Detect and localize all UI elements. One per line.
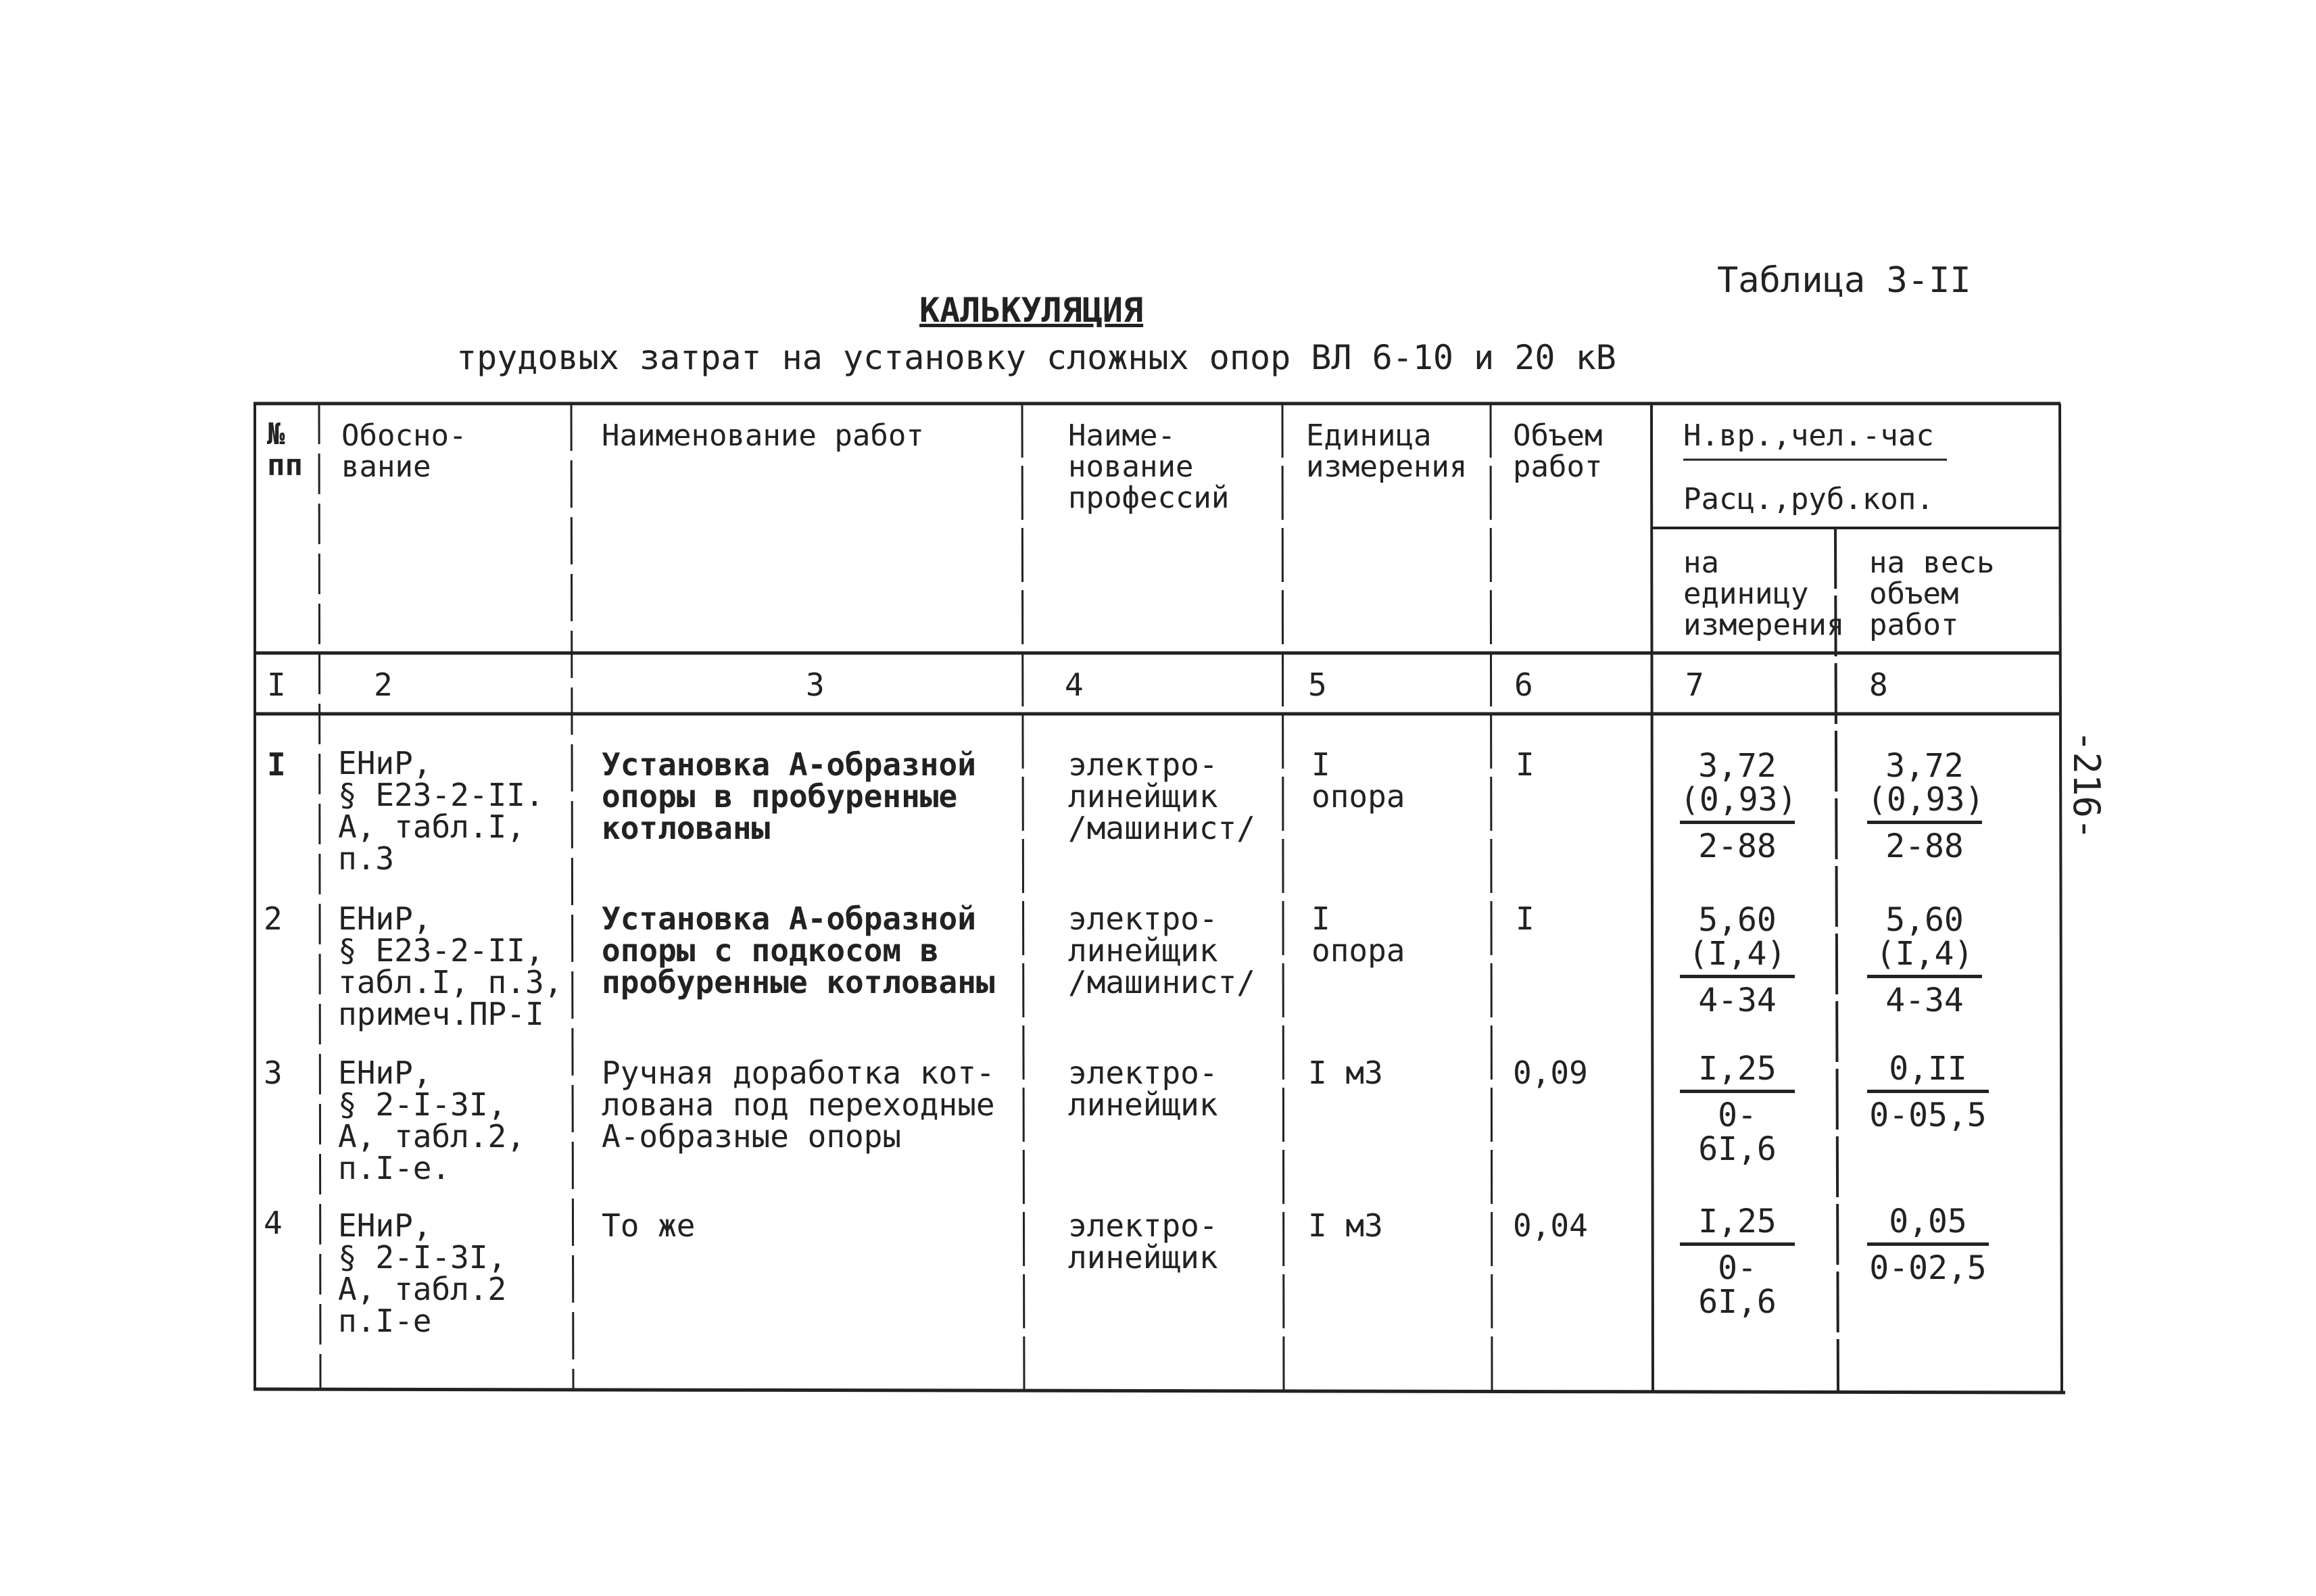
row2-total-fraction-bar bbox=[1867, 975, 1982, 978]
row2-total-norm bbox=[1867, 903, 1982, 1017]
row4-unit-norm-value: I,25 bbox=[1698, 1203, 1777, 1240]
col-sep-2 bbox=[571, 404, 573, 1389]
row3-unit-norm-value: I,25 bbox=[1698, 1050, 1777, 1088]
row1-basis-line3: А, табл.I, bbox=[338, 808, 525, 845]
row4-work-line1: То же bbox=[602, 1207, 696, 1244]
row2-work-line1: Установка А-образной bbox=[602, 900, 976, 937]
col-sep-3 bbox=[1022, 404, 1024, 1391]
header-sub8-line2: объем bbox=[1869, 577, 1959, 611]
row2-num: 2 bbox=[264, 900, 283, 937]
header-sub8-line1: на весь bbox=[1869, 546, 1995, 580]
row1-unit-fraction-bar bbox=[1680, 821, 1795, 824]
row4-basis-line2: § 2-I-3I, bbox=[338, 1239, 507, 1276]
table-right-border bbox=[2060, 404, 2062, 1393]
row2-unit-norm-value: 5,60 bbox=[1698, 901, 1777, 939]
document-subtitle: трудовых затрат на установку сложных опор ВЛ 6-10 и 20 кВ bbox=[456, 338, 1616, 377]
row4-profession-line1: электро- bbox=[1068, 1207, 1218, 1244]
row4-profession-line2: линейщик bbox=[1068, 1239, 1218, 1276]
col-sep-1 bbox=[319, 404, 320, 1389]
header-sub8-line3: работ bbox=[1869, 608, 1959, 642]
row1-total-norm-sub: (0,93) bbox=[1867, 781, 1985, 819]
row4-unit-line1: I м3 bbox=[1308, 1207, 1383, 1244]
row2-volume: I bbox=[1516, 900, 1535, 937]
row3-total-rate: 0-05,5 bbox=[1869, 1096, 1987, 1134]
row4-volume: 0,04 bbox=[1513, 1207, 1588, 1244]
row3-unit bbox=[1308, 1057, 1383, 1089]
table-bottom-border bbox=[254, 1389, 2065, 1393]
row2-total-rate: 4-34 bbox=[1885, 982, 1964, 1019]
row2-basis-line1: ЕНиР, bbox=[338, 900, 432, 937]
row2-profession-line1: электро- bbox=[1068, 900, 1218, 937]
header-col5 bbox=[1306, 420, 1467, 483]
row1-basis bbox=[338, 745, 544, 877]
row1-basis-line4: п.3 bbox=[338, 840, 395, 877]
row2-profession bbox=[1068, 900, 1255, 1000]
row4-basis bbox=[338, 1207, 507, 1339]
header-norm-bottom: Расц.,руб.коп. bbox=[1683, 482, 1934, 516]
row2-profession-line2: линейщик bbox=[1068, 932, 1218, 969]
row3-unit-line1: I м3 bbox=[1308, 1055, 1383, 1091]
header-col2-line1: Обосно- bbox=[341, 418, 467, 453]
row4-unit-norm bbox=[1680, 1205, 1795, 1319]
header-col2-line2: вание bbox=[341, 450, 431, 484]
header-col4-line1: Наиме- bbox=[1068, 418, 1176, 453]
header-norm-top: Н.вр.,чел.-час bbox=[1683, 418, 1934, 453]
colnum-8: 8 bbox=[1869, 667, 1888, 703]
header-col3-line1: Наименование работ bbox=[602, 418, 924, 453]
row2-basis-line3: табл.I, п.3, bbox=[338, 964, 563, 1000]
header-col4-line3: профессий bbox=[1068, 481, 1230, 515]
col-sep-4 bbox=[1282, 404, 1284, 1391]
row2-work-line3: пробуренные котлованы bbox=[602, 964, 995, 1000]
row4-unit bbox=[1308, 1207, 1383, 1244]
row2-profession-line3: /машинист/ bbox=[1068, 964, 1255, 1000]
header-sub8 bbox=[1869, 548, 1994, 641]
row4-profession bbox=[1068, 1207, 1218, 1276]
row1-unit-norm bbox=[1680, 747, 1798, 865]
row1-unit-line1: I bbox=[1311, 746, 1330, 783]
header-col1-line1: № bbox=[267, 417, 285, 452]
document-title: КАЛЬКУЛЯЦИЯ bbox=[919, 291, 1144, 330]
row3-unit-fraction-bar bbox=[1680, 1090, 1795, 1093]
header-col1 bbox=[267, 419, 303, 481]
row2-work-line2: опоры с подкосом в bbox=[602, 932, 939, 969]
row3-basis-line2: § 2-I-3I, bbox=[338, 1086, 507, 1123]
colnum-4: 4 bbox=[1065, 667, 1084, 703]
colnum-2: 2 bbox=[374, 667, 393, 703]
col-sep-6 bbox=[1651, 404, 1653, 1391]
row3-total-fraction-bar bbox=[1867, 1090, 1989, 1093]
header-col3 bbox=[602, 420, 924, 452]
header-sub7-line2: единицу bbox=[1683, 577, 1809, 611]
row4-total-fraction-bar bbox=[1867, 1242, 1989, 1246]
header-sub7-line3: измерения bbox=[1683, 608, 1845, 642]
colnum-3: 3 bbox=[806, 667, 825, 703]
row1-total-rate: 2-88 bbox=[1885, 827, 1964, 865]
row1-profession-line1: электро- bbox=[1068, 746, 1218, 783]
row1-work-line1: Установка А-образной bbox=[602, 746, 976, 783]
row1-work-line3: котлованы bbox=[602, 810, 771, 846]
row3-unit-norm bbox=[1680, 1052, 1795, 1166]
row3-basis-line1: ЕНиР, bbox=[338, 1055, 432, 1091]
row4-basis-line4: п.I-е bbox=[338, 1303, 432, 1339]
row4-total-rate: 0-02,5 bbox=[1869, 1249, 1987, 1287]
row1-profession-line2: линейщик bbox=[1068, 778, 1218, 815]
row2-total-norm-sub: (I,4) bbox=[1875, 935, 1974, 973]
colnum-1: I bbox=[267, 667, 286, 703]
row1-volume: I bbox=[1516, 746, 1535, 783]
row3-total-norm bbox=[1867, 1052, 1989, 1132]
row3-profession bbox=[1068, 1057, 1218, 1121]
row1-total-fraction-bar bbox=[1867, 821, 1982, 824]
row1-unit-line2: опора bbox=[1311, 778, 1405, 815]
table-label: Таблица 3-II bbox=[1717, 260, 1971, 301]
row1-unit bbox=[1311, 746, 1405, 815]
row1-num: I bbox=[267, 746, 286, 783]
row4-total-norm-value: 0,05 bbox=[1889, 1203, 1967, 1240]
row1-unit-norm-value: 3,72 bbox=[1698, 747, 1777, 785]
row4-num: 4 bbox=[264, 1205, 283, 1241]
row3-work-line2: лована под переходные bbox=[602, 1086, 995, 1123]
row4-unit-fraction-bar bbox=[1680, 1242, 1795, 1246]
colnum-6: 6 bbox=[1514, 667, 1533, 703]
col-sep-5 bbox=[1491, 404, 1492, 1391]
row3-volume: 0,09 bbox=[1513, 1055, 1588, 1091]
row3-total-norm-value: 0,II bbox=[1889, 1050, 1967, 1088]
row1-profession-line3: /машинист/ bbox=[1068, 810, 1255, 846]
header-col2 bbox=[341, 420, 466, 483]
row4-work bbox=[602, 1207, 696, 1244]
header-col5-line1: Единица bbox=[1306, 418, 1432, 453]
row1-unit-rate: 2-88 bbox=[1698, 827, 1777, 865]
row1-total-norm bbox=[1867, 747, 1985, 865]
row3-basis-line3: А, табл.2, bbox=[338, 1118, 525, 1155]
header-col6-line1: Объем bbox=[1513, 418, 1603, 453]
row2-total-norm-value: 5,60 bbox=[1885, 901, 1964, 939]
row1-basis-line1: ЕНиР, bbox=[338, 745, 432, 781]
row4-unit-rate: 0-6I,6 bbox=[1698, 1249, 1777, 1321]
row4-total-norm bbox=[1867, 1205, 1989, 1285]
row3-unit-rate: 0-6I,6 bbox=[1698, 1096, 1777, 1168]
row3-work-line3: А-образные опоры bbox=[602, 1118, 902, 1155]
row3-num: 3 bbox=[264, 1055, 283, 1091]
row3-profession-line1: электро- bbox=[1068, 1055, 1218, 1091]
row1-unit-norm-sub: (0,93) bbox=[1680, 781, 1798, 819]
col-sep-7 bbox=[1835, 528, 1838, 1392]
header-col6-line2: работ bbox=[1513, 450, 1603, 484]
page-number: -216- bbox=[2065, 730, 2108, 840]
row3-basis-line4: п.I-е. bbox=[338, 1150, 451, 1186]
row2-unit-norm-sub: (I,4) bbox=[1688, 935, 1787, 973]
row2-basis-line4: примеч.ПР-I bbox=[338, 996, 544, 1032]
row2-unit bbox=[1311, 900, 1405, 969]
row1-work-line2: опоры в пробуренные bbox=[602, 778, 958, 815]
header-col4-line2: нование bbox=[1068, 450, 1194, 484]
row1-basis-line2: § Е23-2-II. bbox=[338, 777, 544, 813]
header-col4 bbox=[1068, 420, 1229, 514]
row3-work bbox=[602, 1057, 995, 1153]
row2-unit-rate: 4-34 bbox=[1698, 982, 1777, 1019]
row1-total-norm-value: 3,72 bbox=[1885, 747, 1964, 785]
header-sub7-line1: на bbox=[1683, 546, 1719, 580]
row3-work-line1: Ручная доработка кот- bbox=[602, 1055, 995, 1091]
colnum-5: 5 bbox=[1308, 667, 1327, 703]
header-col5-line2: измерения bbox=[1306, 450, 1468, 484]
row3-profession-line2: линейщик bbox=[1068, 1086, 1218, 1123]
row1-profession bbox=[1068, 746, 1255, 846]
row4-basis-line1: ЕНиР, bbox=[338, 1207, 432, 1244]
row2-basis bbox=[338, 900, 563, 1032]
row2-unit-line2: опора bbox=[1311, 932, 1405, 969]
row1-work bbox=[602, 746, 976, 846]
header-col6 bbox=[1513, 420, 1602, 483]
row3-basis bbox=[338, 1057, 525, 1184]
row2-basis-line2: § Е23-2-II, bbox=[338, 932, 544, 969]
row2-unit-fraction-bar bbox=[1680, 975, 1795, 978]
row2-unit-norm bbox=[1680, 903, 1795, 1017]
colnum-7: 7 bbox=[1685, 667, 1704, 703]
row2-unit-line1: I bbox=[1311, 900, 1330, 937]
row2-work bbox=[602, 900, 995, 1000]
header-sub7 bbox=[1683, 548, 1844, 641]
header-col1-line2: пп bbox=[267, 448, 303, 483]
row4-basis-line3: А, табл.2 bbox=[338, 1271, 507, 1307]
